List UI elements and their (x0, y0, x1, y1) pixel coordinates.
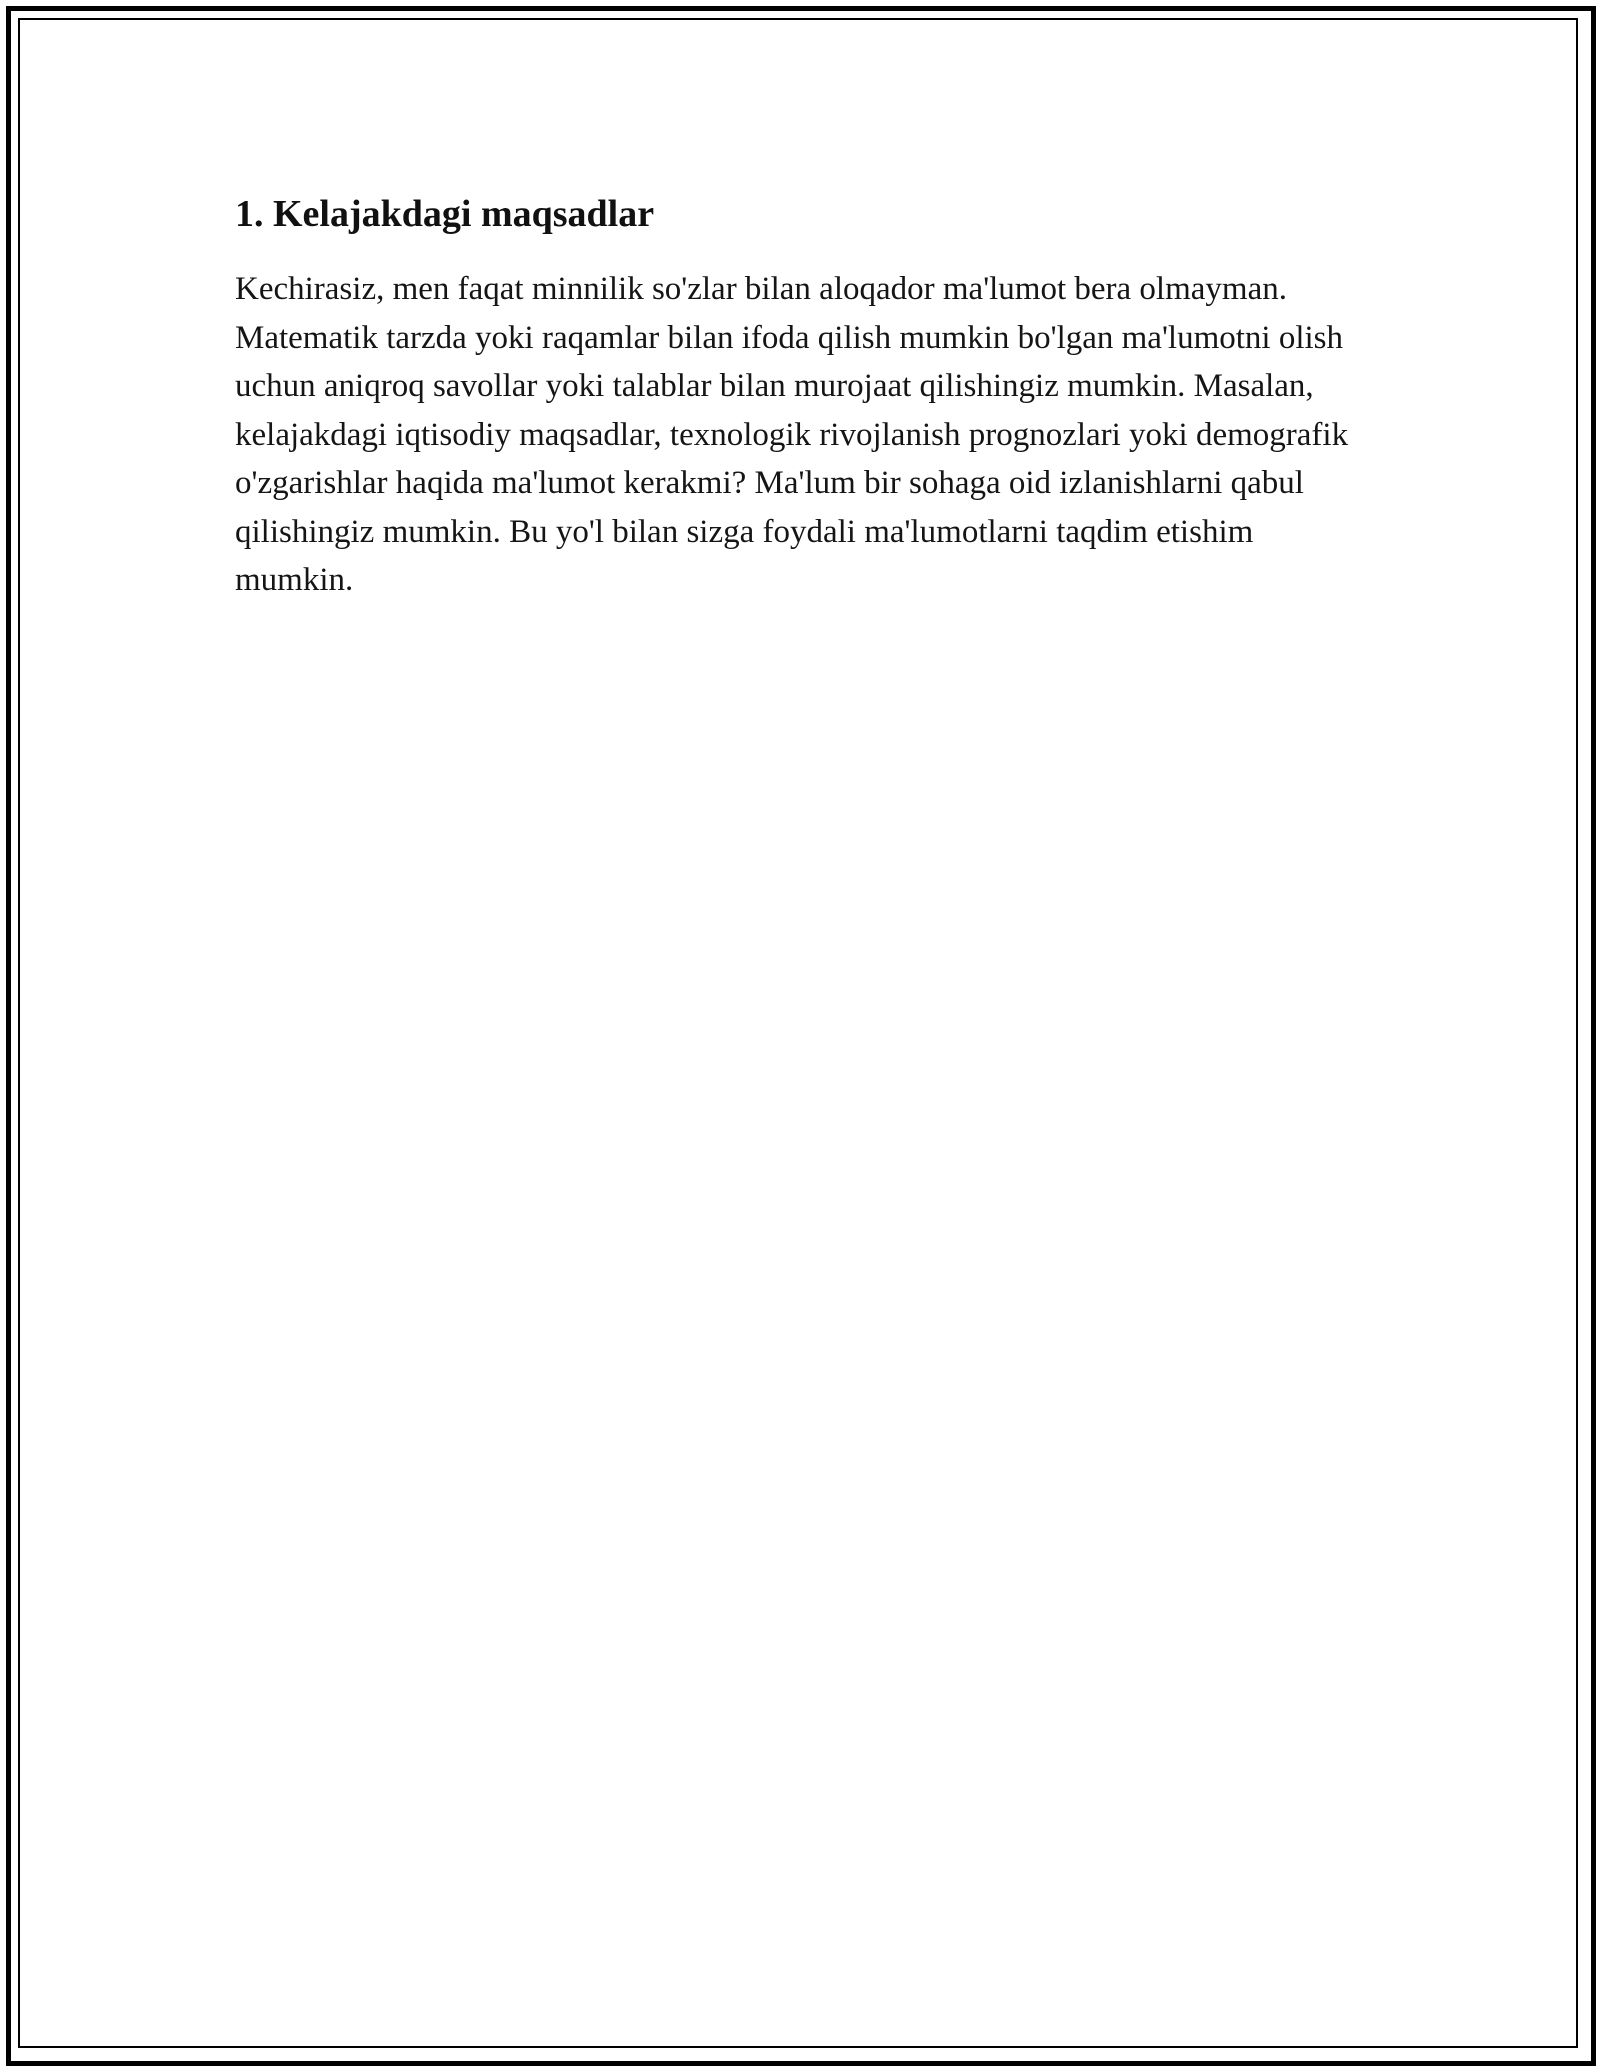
section-heading: 1. Kelajakdagi maqsadlar (235, 193, 655, 235)
document-content (235, 185, 1365, 605)
section-body-paragraph: Kechirasiz, men faqat minnilik so'zlar bilan aloqador ma'lumot bera olmayman. Matematik tarzda yoki raqamlar bilan ifoda qilish mumkin bo'lgan ma'lumotni olish uchun aniqroq savollar yoki talablar bilan murojaat qilishingiz mumkin. Masalan, kelajakdagi iqtisodiy maqsadlar, texnologik rivojlanish prognozlari yoki demografik o'zgarishlar haqida ma'lumot kerakmi? Ma'lum bir sohaga oid izlanishlarni qabul qilishingiz mumkin. Bu yo'l bilan sizga foydali ma'lumotlarni taqdim etishim mumkin. (235, 271, 1349, 598)
